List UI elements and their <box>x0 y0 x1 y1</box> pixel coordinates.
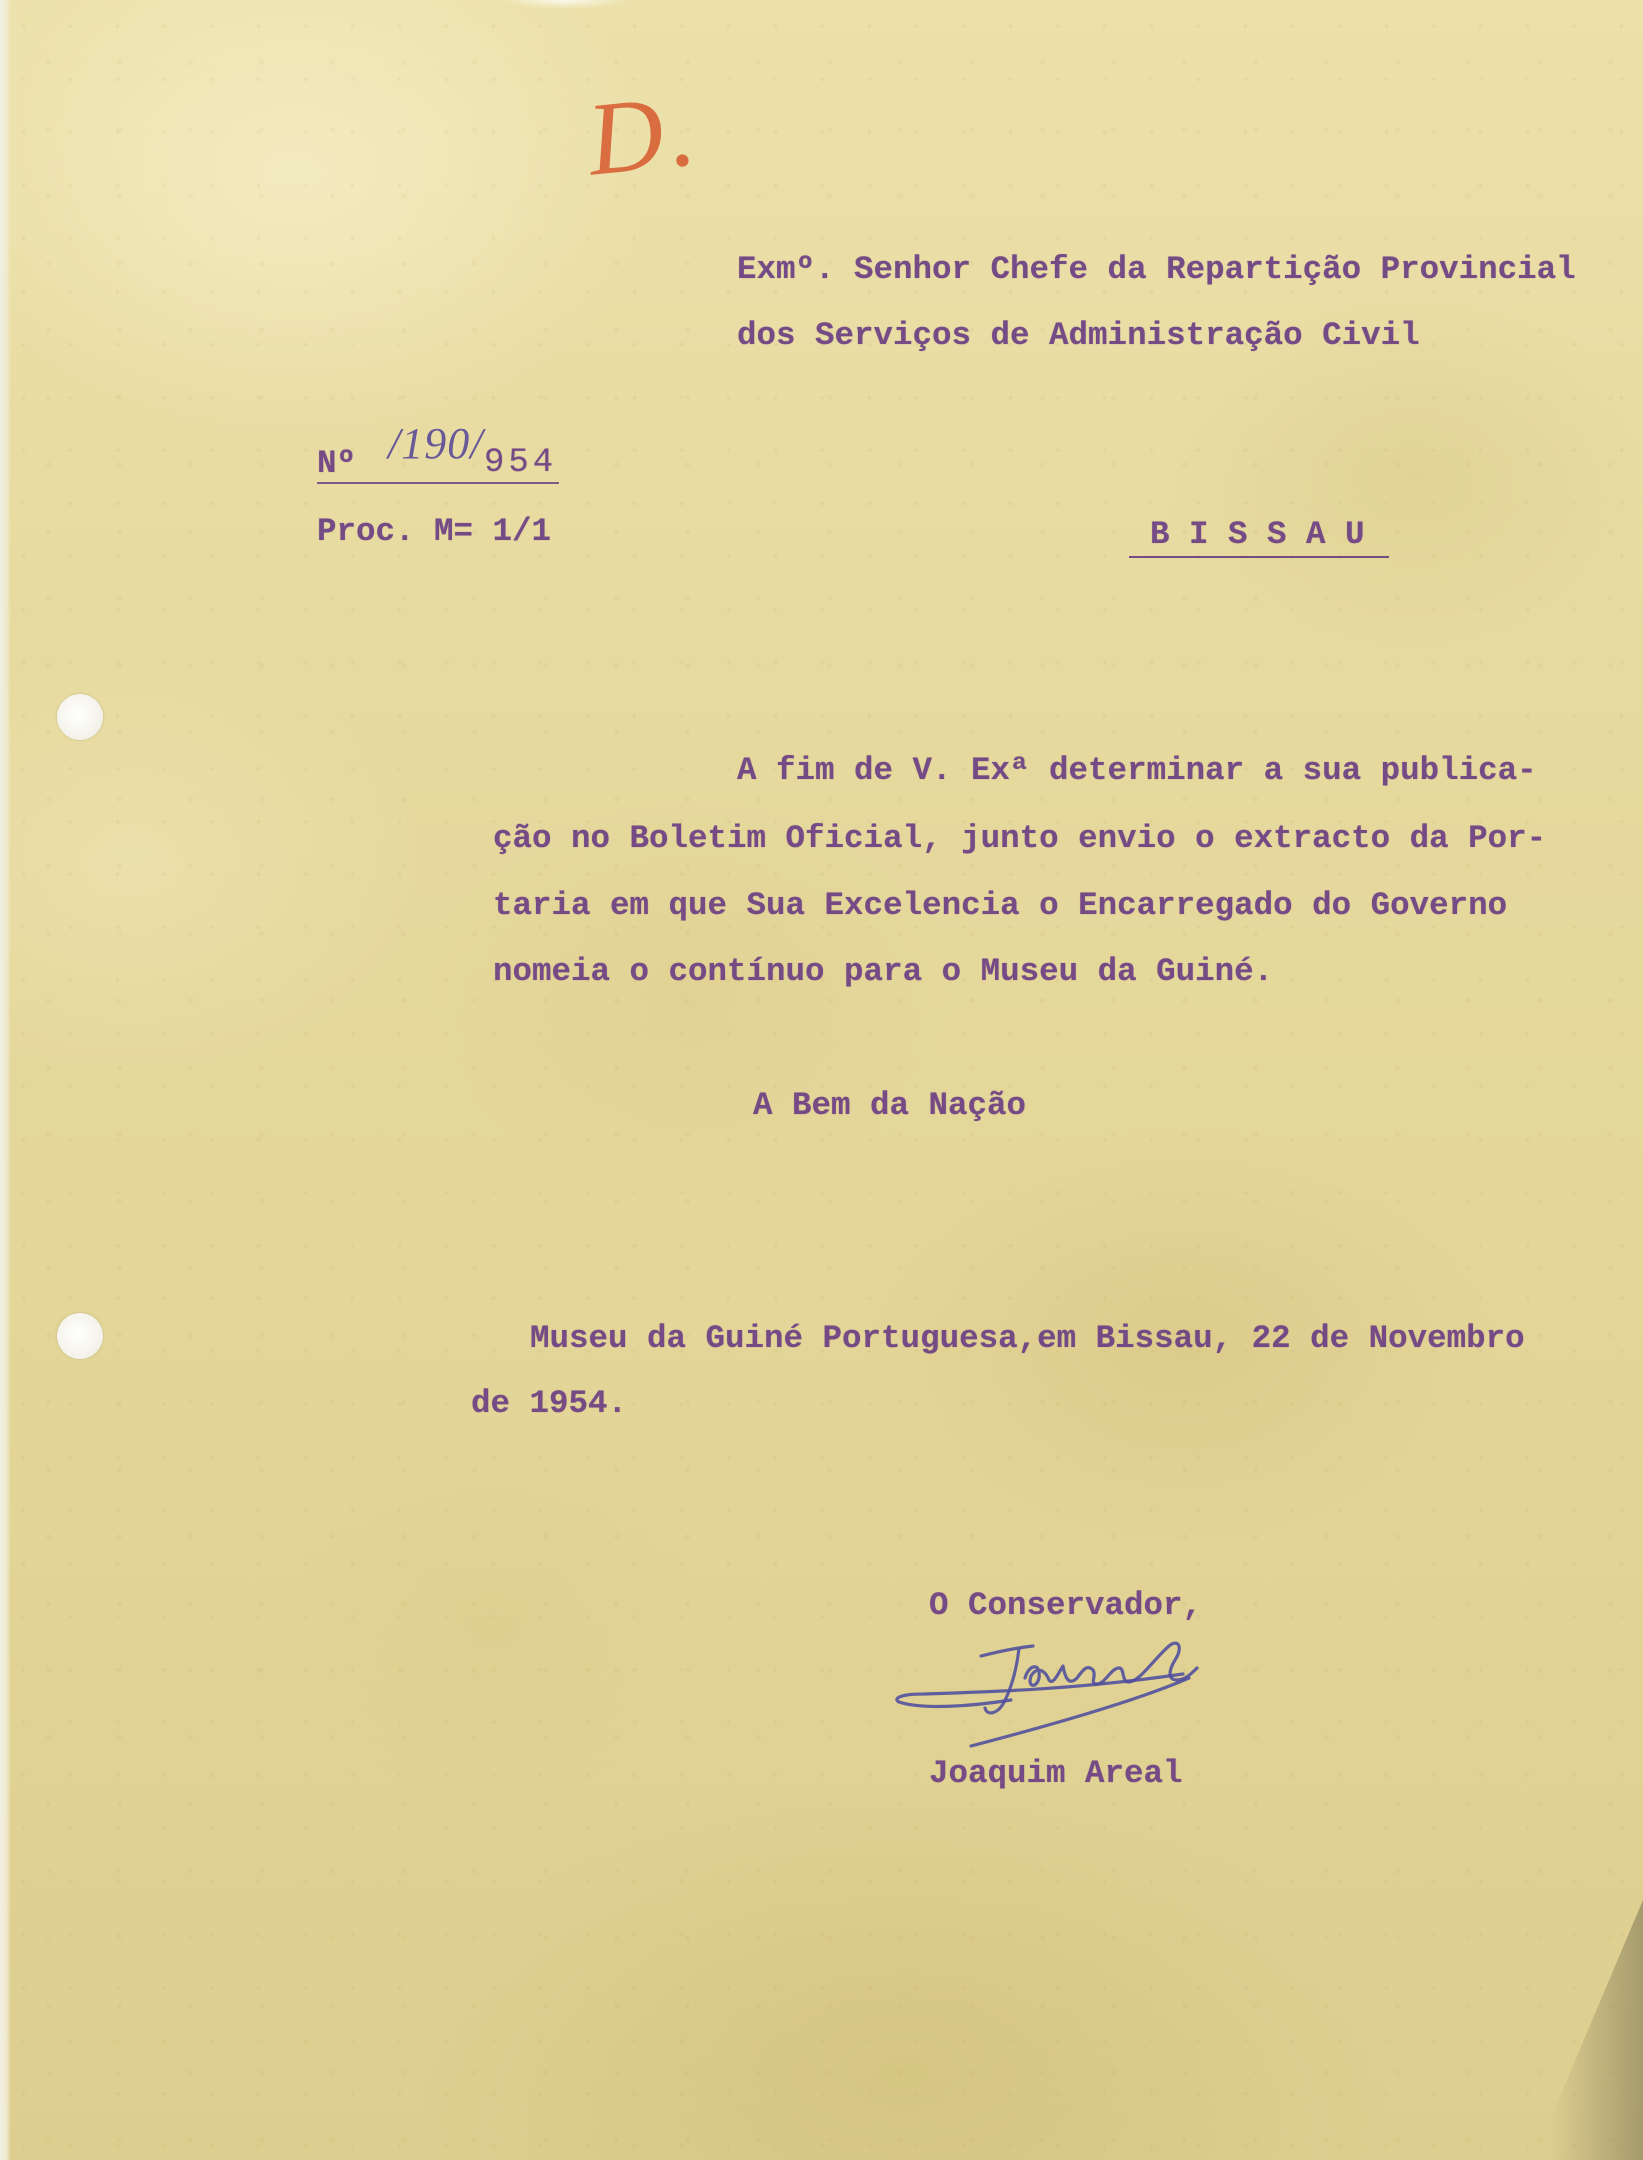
punch-hole-icon <box>57 694 103 740</box>
location-heading: B I S S A U <box>1129 516 1389 558</box>
reference-number-year: 954 <box>484 444 558 482</box>
reference-number-label: Nº <box>317 445 357 482</box>
body-line-2: ção no Boletim Oficial, junto envio o extracto da Por- <box>493 820 1547 857</box>
place-date-line-1: Museu da Guiné Portuguesa,em Bissau, 22 de Novembro <box>530 1320 1525 1357</box>
signature-stroke <box>971 1678 1189 1746</box>
addressee-line-1: Exmº. Senhor Chefe da Repartição Provincial <box>737 251 1576 288</box>
handwritten-annotation: D. <box>582 71 707 198</box>
paper-edge-left <box>0 0 11 2160</box>
punch-hole-icon <box>57 1313 103 1359</box>
signatory-name: Joaquim Areal <box>929 1755 1183 1792</box>
corner-fold-shadow <box>1533 1900 1643 2160</box>
addressee-line-2: dos Serviços de Administração Civil <box>737 317 1420 354</box>
process-reference: Proc. M= 1/1 <box>317 513 552 550</box>
closing-title: O Conservador, <box>929 1587 1203 1624</box>
body-line-3: taria em que Sua Excelencia o Encarregado do Governo <box>493 887 1508 924</box>
signature-icon <box>893 1634 1213 1759</box>
signature-stroke <box>1025 1643 1197 1685</box>
body-line-1: A fim de V. Exª determinar a sua publica- <box>737 752 1537 789</box>
paper-edge-nick <box>500 0 630 9</box>
reference-number-underline <box>317 482 559 484</box>
body-line-4: nomeia o contínuo para o Museu da Guiné. <box>493 953 1274 990</box>
reference-number-handwritten: /190/ <box>388 419 484 468</box>
place-date-line-2: de 1954. <box>471 1385 628 1422</box>
salutation: A Bem da Nação <box>753 1087 1027 1124</box>
